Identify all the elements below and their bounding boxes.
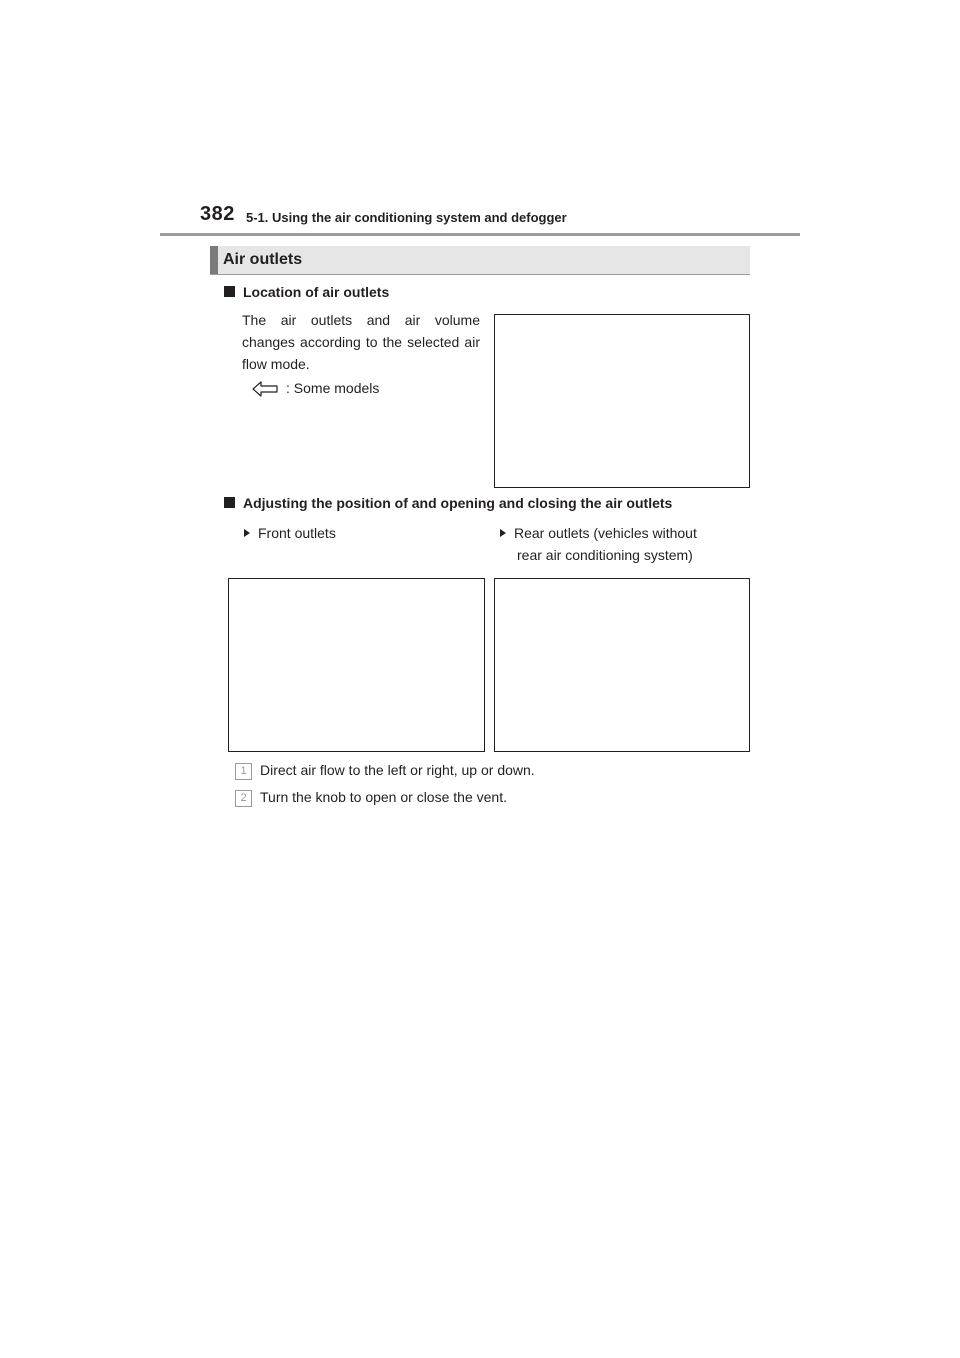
square-bullet-icon <box>224 497 235 508</box>
location-heading-text: Location of air outlets <box>243 284 390 300</box>
step-text: Turn the knob to open or close the vent. <box>260 789 507 805</box>
front-outlets-label <box>244 522 336 544</box>
legend-label: : Some models <box>286 380 380 396</box>
triangle-bullet-icon <box>244 529 250 537</box>
rear-outlets-text-line2: rear air conditioning system) <box>517 547 693 563</box>
front-outlets-text: Front outlets <box>258 525 336 541</box>
step-1 <box>235 762 535 780</box>
outlined-arrow-icon <box>252 381 278 397</box>
section-title: Air outlets <box>223 251 303 268</box>
air-outlets-location-figure <box>494 314 750 488</box>
front-outlets-figure <box>228 578 485 752</box>
page-number: 382 <box>200 203 235 225</box>
triangle-bullet-icon <box>500 529 506 537</box>
rear-outlets-text-line1: Rear outlets (vehicles without <box>514 525 697 541</box>
legend <box>252 380 379 397</box>
step-number: 2 <box>235 790 252 807</box>
header-divider <box>160 233 800 236</box>
step-text: Direct air flow to the left or right, up or down. <box>260 762 535 778</box>
adjusting-heading <box>224 495 672 511</box>
square-bullet-icon <box>224 286 235 297</box>
step-2 <box>235 789 507 807</box>
location-description: The air outlets and air volume changes according to the selected air flow mode. <box>242 312 480 372</box>
rear-outlets-figure <box>494 578 750 752</box>
step-number: 1 <box>235 763 252 780</box>
location-heading <box>224 284 389 300</box>
rear-outlets-label <box>500 522 697 566</box>
section-bar-accent <box>210 246 218 274</box>
chapter-title: 5-1. Using the air conditioning system and defogger <box>246 210 567 225</box>
adjusting-heading-text: Adjusting the position of and opening and closing the air outlets <box>243 495 673 511</box>
